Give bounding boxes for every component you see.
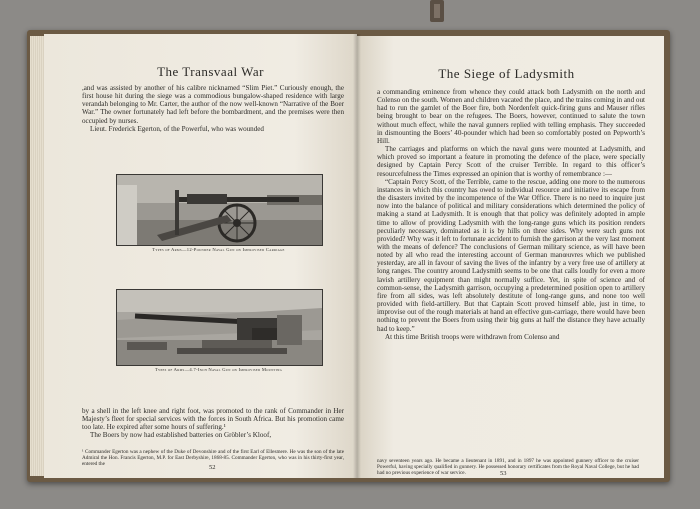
gun-photo-1 (117, 175, 322, 245)
right-page (357, 36, 664, 478)
bookmark-ribbon (430, 0, 444, 22)
plate-1-caption: Types of Arms—12-Pounder Naval Gun on Improvised Carriage (152, 247, 285, 252)
right-paragraph-3: “Captain Percy Scott, of the Terrible, came to the rescue, adding one more to the numerous instances in which this country has owed to individual resource and initiative its escape from the disasters invited by the incompetence of the War Office. There is no need to inquire just now into the balance of political and military considerations which determined the policy of making a stand at Ladysmith. It is enough that that policy was definitely adopted in ample time to allow of providing Ladysmith with the long-range guns which its position renders peculiarly necessary, dominated as it is by hills on three sides. Why were such guns not provided? Why was it left to fortunate accident to furnish the garrison at the very last moment with the means of defence? The conclusions of German military science, as will have been noted by all who read the interesting account of German manœuvres which we published yesterday, are all in favour of saving the lives of the infantry by a very free use of artillery at long ranges. The country around Ladysmith seems to be one that calls loudly for even a more lavish artillery equipment than might normally suffice. Yet, in spite of science and of common-sense, the Ladysmith garrison, occupying a predetermined position open to artillery fire from all sides, was left absolutely destitute of long-range guns, and none too well provided with field-artillery. But that Captain Scott proved himself able, just in time, to improvise out of the rough materials at hand an effective gun-carriage, there would have been nothing to prevent the Boers from using their big guns at half the distance they have actually had to keep.” (377, 177, 645, 333)
book-gutter (353, 34, 361, 478)
right-body (377, 88, 645, 341)
left-page-number: 52 (209, 464, 216, 471)
right-paragraph-2: The carriages and platforms on which the naval guns were mounted at Ladysmith, and which proved so important a feature in promoting the defence of the place, were specially designed by Captain Percy Scott of the cruiser Terrible. In regard to this officer’s resourcefulness the Times expressed an opinion that is worthy of remembrance :— (377, 145, 645, 178)
plate-12-pounder-gun (116, 174, 323, 246)
left-body-top (82, 84, 344, 133)
plate-47-inch-gun (116, 289, 323, 366)
left-paragraph-4: The Boers by now had established batteries on Gröbler’s Kloof, (90, 431, 272, 440)
right-page-number: 53 (500, 470, 507, 477)
gun-photo-2 (117, 290, 322, 365)
page-edges (30, 36, 44, 476)
left-paragraph-2: Lieut. Frederick Egerton, of the Powerful, who was wounded (90, 124, 264, 133)
plate-2-caption: Types of Arms—4.7-Inch Naval Gun on Improvised Mounting (154, 367, 283, 372)
right-running-header: The Siege of Ladysmith (438, 66, 575, 81)
left-page (44, 34, 357, 478)
right-footnote: navy seventeen years ago. He became a lieutenant in 1891, and in 1897 he was appointed gunnery officer to the cruiser Powerful, having specially qualified in gunnery. He possessed honorary certificates from the Royal Naval College, but he had had no previous experience of war service. (377, 458, 639, 476)
right-paragraph-1: a commanding eminence from whence they could attack both Ladysmith on the north and Colenso on the south. Women and children vacated the place, and the trains coming in and out had to run the gamlet of the Boer fire, both Nordenfelt quick-firing guns and Mauser rifles being brought to bear on the refugees. The Boers, however, continued to salute the town without much effect, while the naval gunners replied with telling emphasis. They succeeded in dismounting the Boers’ 40-pounder which had been so comfortably posted on Pepworth’s Hill. (377, 88, 645, 145)
left-body-bottom (82, 407, 344, 440)
left-running-header: The Transvaal War (157, 64, 264, 79)
right-paragraph-4: At this time British troops were withdrawn from Colenso and (385, 332, 560, 341)
left-paragraph-1: ,and was assisted by another of his calibre nicknamed “Slim Piet.” Curiously enough, the first house hit during the siege was a commodious bungalow-shaped residence with large verandah belonging to Mr. Carter, the author of the now well-known “Narrative of the Boer War.” The owner fortunately had left before the bombardment, and the premises were then occupied by nurses. (82, 84, 344, 125)
left-paragraph-3: by a shell in the left knee and right foot, was promoted to the rank of Commander in Her Majesty’s fleet for special services with the forces in South Africa. But his promotion came too late. He expired after some hours of suffering.¹ (82, 407, 344, 432)
left-footnote: ¹ Commander Egerton was a nephew of the Duke of Devonshire and of the first Earl of Ellesmere. He was the son of the late Admiral the Hon. Francis Egerton, M.P. for East Derbyshire, 1868-85. Commander Egerton, who was in his thirty-first year, entered the (82, 449, 344, 467)
